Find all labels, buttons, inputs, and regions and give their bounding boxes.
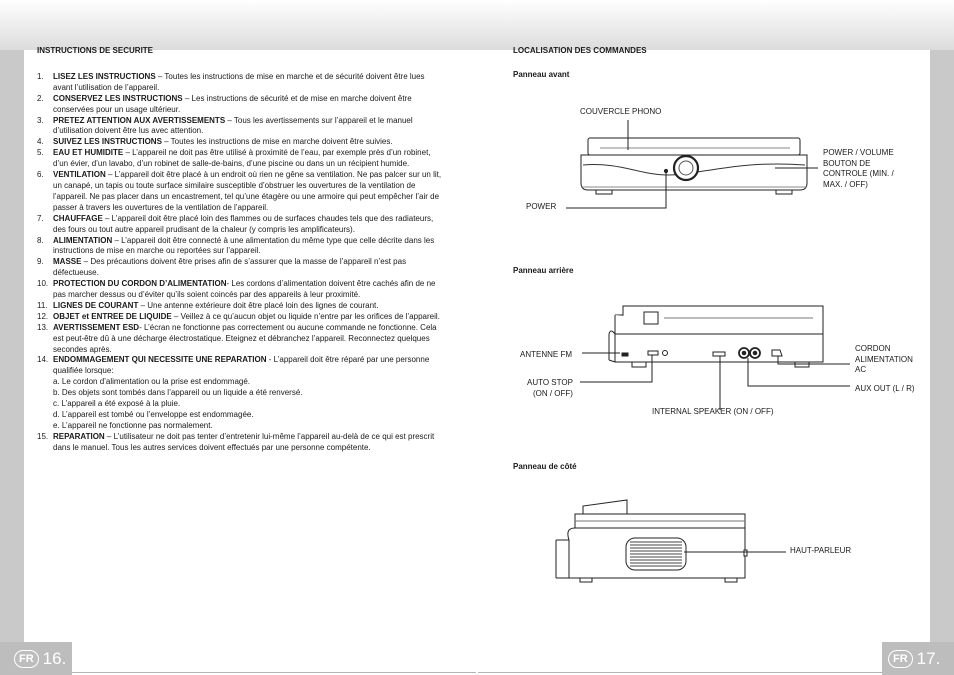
item-number: 6.	[37, 170, 44, 180]
item-text: – L’appareil doit être connecté à une alimentation du même type que celle décrite dans les instructions de mise en marche ou reportées sur l’appareil.	[53, 235, 435, 256]
item-heading: CONSERVEZ LES INSTRUCTIONS	[53, 93, 183, 103]
page-number: 17.	[916, 648, 941, 668]
item-heading: REPARATION	[53, 431, 105, 441]
item-text: – L’appareil ne doit pas être utilisé à proximité de l’eau, par exemple près d’un robinet, d’un évier, d’un lavabo, d’un robinet de salle-de-bains, d’une piscine ou dans un un récipient humide.	[53, 148, 431, 169]
item-number: 3.	[37, 115, 44, 125]
item-heading: CHAUFFAGE	[53, 213, 103, 223]
language-badge: FR	[14, 650, 39, 668]
item-text: – Une antenne extérieure doit être placé loin des lignes de courant.	[138, 300, 379, 310]
auto-stop-label: AUTO STOP (ON / OFF)	[527, 378, 573, 398]
item-number: 10.	[37, 279, 49, 289]
item-number: 7.	[37, 213, 44, 223]
item-heading: PRETEZ ATTENTION AUX AVERTISSEMENTS	[53, 115, 226, 125]
item-number: 14.	[37, 355, 49, 365]
knob-label: POWER / VOLUME BOUTON DE CONTROLE (MIN. / MAX. / OFF)	[823, 148, 894, 189]
item-number: 1.	[37, 71, 44, 81]
sub-item: a. Le cordon d’alimentation ou la prise est endommagé.	[53, 377, 251, 387]
item-text: - Les cordons d’alimentation doivent être cachés afin de ne pas marcher dessus ou d’éviter qu’ils soient coincés par des appareils à leur proximité.	[53, 279, 436, 300]
front-panel-title: Panneau avant	[513, 70, 570, 79]
item-number: 5.	[37, 148, 44, 158]
rear-panel-drawing	[580, 306, 850, 410]
aux-out-label: AUX OUT (L / R)	[855, 384, 915, 393]
item-heading: MASSE	[53, 257, 82, 267]
item-number: 8.	[37, 235, 44, 245]
lid-label: COUVERCLE PHONO	[580, 107, 662, 116]
internal-speaker-label: INTERNAL SPEAKER (ON / OFF)	[652, 407, 774, 416]
section-title: INSTRUCTIONS DE SECURITE	[37, 46, 154, 55]
speaker-label: HAUT-PARLEUR	[790, 546, 852, 555]
item-text: – L’appareil doit être placé loin des flammes ou de surfaces chaudes tels que des radiateurs, des fours ou tout autre appareil prudisant de la chaleur (y compris les amplificateurs).	[53, 213, 434, 234]
sub-item: b. Des objets sont tombés dans l’appareil ou un liquide a été renversé.	[53, 388, 303, 398]
rear-panel-title: Panneau arrière	[513, 266, 574, 275]
item-heading: ALIMENTATION	[53, 235, 113, 245]
item-text: – Des précautions doivent être prises afin de s’assurer que la masse de l’appareil n’est pas défectueuse.	[53, 257, 407, 278]
item-heading: ENDOMMAGEMENT QUI NECESSITE UNE REPARATION	[53, 355, 267, 365]
sub-item: c. L’appareil a été exposé à la pluie.	[53, 399, 181, 409]
sub-item: e. L’appareil ne fonctionne pas normalement.	[53, 420, 213, 430]
item-number: 15.	[37, 431, 49, 441]
item-text: – Veillez à ce qu’aucun objet ou liquide n’entre par les orifices de l’appareil.	[171, 311, 440, 321]
item-text: – Toutes les instructions de mise en marche doivent être suivies.	[161, 137, 393, 147]
item-text: – Toutes les instructions de mise en marche et de sécurité doivent être lues avant l’utilisation de l’appareil.	[53, 71, 425, 92]
sub-item: d. L’appareil est tombé ou l’enveloppe est endommagée.	[53, 410, 254, 419]
section-title: LOCALISATION DES COMMANDES	[513, 46, 647, 55]
power-label: POWER	[526, 202, 557, 211]
language-badge: FR	[888, 650, 913, 668]
item-number: 9.	[37, 257, 44, 267]
item-text: – Tous les avertissements sur l’appareil et le manuel d’utilisation doivent être lus avec attention.	[53, 115, 413, 136]
fm-antenna-label: ANTENNE FM	[520, 350, 572, 359]
item-heading: LIGNES DE COURANT	[53, 300, 139, 310]
item-number: 11.	[37, 300, 48, 310]
item-number: 2.	[37, 93, 44, 103]
item-text: – Les instructions de sécurité et de mise en marche doivent être conservées pour un usage ultérieur.	[53, 93, 412, 114]
item-heading: VENTILATION	[53, 170, 106, 180]
item-number: 13.	[37, 322, 49, 332]
item-heading: PROTECTION DU CORDON D’ALIMENTATION	[53, 279, 227, 289]
front-panel-drawing	[566, 120, 818, 208]
power-cord-label: CORDON ALIMENTATION AC	[855, 344, 913, 374]
item-number: 4.	[37, 137, 44, 147]
item-heading: EAU ET HUMIDITE	[53, 148, 124, 158]
item-text: - L’appareil doit être réparé par une personne qualifiée lorsque:	[53, 355, 430, 376]
side-panel-drawing	[556, 500, 786, 582]
page-number: 16.	[42, 648, 67, 668]
item-text: – L’utilisateur ne doit pas tenter d’entretenir lui-même l’appareil au-delà de ce qui est prescrit dans le manuel. Tous les autres services doivent effectués par une personne compétente.	[53, 431, 435, 452]
item-heading: SUIVEZ LES INSTRUCTIONS	[53, 137, 162, 147]
item-heading: AVERTISSEMENT ESD	[53, 322, 140, 332]
side-panel-title: Panneau de côté	[513, 462, 577, 471]
item-text: – L’appareil doit être placé à un endroit où rien ne gêne sa ventilation. Ne pas palcer sur un lit, un canapé, un tapis ou toute surface similaire susceptible d’obstruer les ouvertures de la ventilation de l’appareil. Ne pas placer dans un encastrement, tel qu’une étagère ou une armoire qui peut empêcher l’air de passer à travers les ouvertures de la ventilation de l’appareil.	[53, 170, 442, 212]
item-number: 12.	[37, 311, 49, 321]
item-text: - L’écran ne fonctionne pas correctement ou aucune commande ne fonctionne. Cela est peut-être dû à une décharge électrostatique. Eteignez et débranchez l’appareil. Reconnectez quelques secondes après.	[53, 322, 437, 354]
item-heading: LISEZ LES INSTRUCTIONS	[53, 71, 156, 81]
item-heading: OBJET et ENTREE DE LIQUIDE	[53, 311, 172, 321]
